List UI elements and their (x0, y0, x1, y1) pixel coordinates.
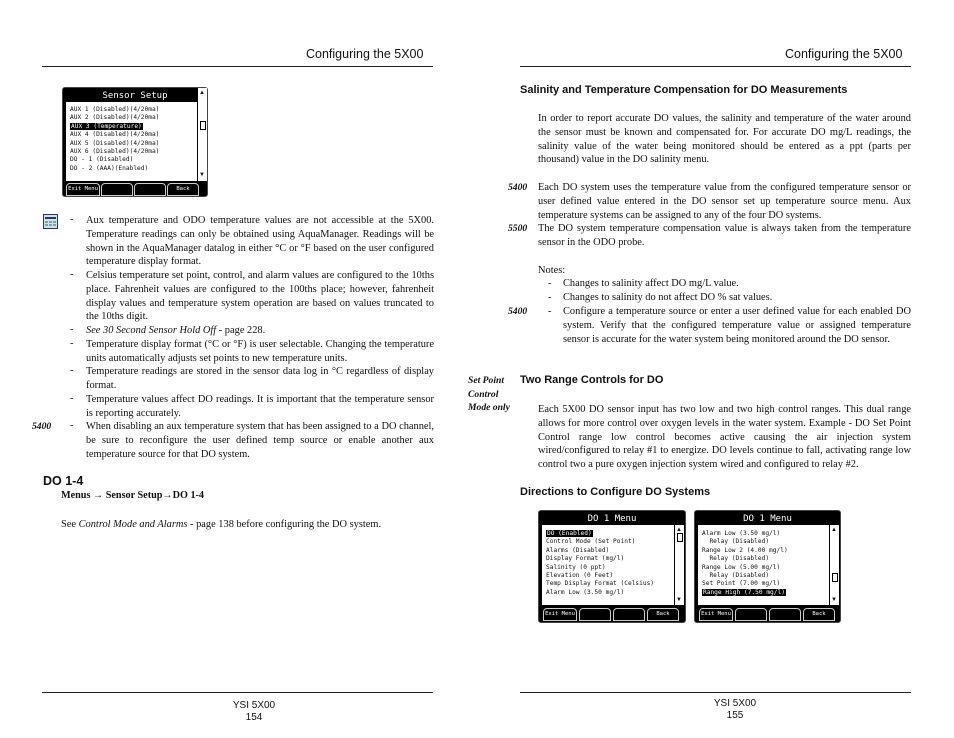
softkey-3[interactable] (613, 608, 645, 621)
do1-menu-screen-2 (694, 510, 841, 623)
bullet-dash: - (70, 214, 74, 225)
softkey-2[interactable] (735, 608, 767, 621)
note-dash: - (548, 292, 552, 303)
salinity-paragraph: In order to report accurate DO values, the salinity and temperature of the water around the sensor must be known and compensated for. For accurate DO mg/L readings, the salinity value of the water being monitored should be entered as a ppt (parts per thousand) value in the DO salinity menu. (538, 113, 911, 166)
footer-page-number: 154 (245, 712, 263, 723)
menu-item-label: Alarm Low (3.50 mg/l) (702, 530, 781, 537)
menu-item-label: Temp Display Format (Celsius) (546, 580, 655, 588)
bullet-7: When disabling an aux temperature system that has been assigned to a DO channel, be sure to reconfigure the user defined temp source or enable another aux temperature source for that DO system. (86, 421, 434, 460)
menu-item[interactable] (698, 572, 829, 580)
scrollbar[interactable] (829, 525, 839, 605)
bullet-2: Celsius temperature set point, control, and alarm values are configured to the 10ths place. Fahrenheit values are configured to the 100ths place; however, fahrenheit display values and temperature system operation are based on values truncated to the 10ths digit. (86, 270, 434, 323)
menu-item[interactable] (542, 580, 674, 588)
hold-off-page: - page 228. (216, 325, 266, 336)
notes-label: Notes: (538, 265, 566, 276)
footer-page-number: 155 (726, 710, 744, 721)
note-3: Configure a temperature source or enter a user defined value for each enabled DO system. Verify that the configured temperature value or assigned temperature sensor is accurate for the water system being monitored around the DO sensor. (563, 306, 911, 345)
scroll-thumb[interactable] (677, 533, 683, 542)
footer-model: YSI 5X00 (713, 698, 757, 709)
menu-item[interactable] (698, 530, 829, 538)
note-2: Changes to salinity do not affect DO % sat values. (563, 292, 773, 303)
menu-item-label: AUX 6 (Disabled)(4/20ma) (70, 148, 160, 156)
menu-item-label: Set Point (7.00 mg/l) (702, 580, 781, 588)
scrollbar[interactable] (674, 525, 684, 605)
aquamanager-note-icon (43, 214, 58, 229)
menu-item[interactable] (66, 114, 197, 122)
bullet-1: Aux temperature and ODO temperature values are not accessible at the 5X00. Temperature readings can only be obtained using AquaManager. Readings will be shown in the AquaManager datalog in either °C or °F based on the user configured temperature display format. (86, 215, 434, 268)
menu-item[interactable] (66, 148, 197, 156)
scroll-up-arrow-icon[interactable]: ▲ (676, 527, 682, 533)
menu-item-label: Range Low (5.00 mg/l) (702, 563, 781, 571)
screen-list (542, 525, 674, 605)
softkey-3[interactable] (134, 183, 166, 196)
menu-item[interactable] (542, 538, 674, 546)
note-1: Changes to salinity affect DO mg/L value. (563, 278, 739, 289)
menu-item-label: Salinity (0 ppt) (546, 563, 606, 571)
softkey-3[interactable] (769, 608, 801, 621)
scroll-down-arrow-icon[interactable]: ▼ (676, 597, 682, 603)
menu-item-label: Relay (Disabled) (702, 538, 770, 546)
margin-note-5400: 5400 (508, 182, 528, 193)
screen-title: DO 1 Menu (587, 514, 637, 524)
menu-item-label: DO - 1 (Disabled) (70, 156, 134, 164)
left-header-rule (42, 66, 433, 67)
screen-list (698, 525, 829, 605)
menu-item[interactable] (66, 106, 197, 114)
scroll-down-arrow-icon[interactable]: ▼ (199, 172, 205, 178)
menu-item-label: AUX 2 (Disabled)(4/20ma) (70, 114, 160, 122)
menu-item-label: AUX 3 (Temperature) (71, 122, 142, 130)
menu-item-label: Alarms (Disabled) (546, 546, 610, 554)
do-heading: DO 1-4 (43, 474, 84, 488)
sensor-setup-screen (62, 87, 208, 197)
exit-menu-softkey[interactable]: Exit Menu (66, 183, 100, 196)
footer-model: YSI 5X00 (232, 700, 276, 711)
bullet-dash: - (70, 420, 74, 431)
menu-item-label: AUX 1 (Disabled)(4/20ma) (70, 106, 160, 113)
screen-title: DO 1 Menu (743, 514, 792, 524)
scroll-thumb[interactable] (200, 121, 206, 130)
right-footer-rule (520, 692, 911, 693)
back-softkey[interactable]: Back (647, 608, 679, 621)
scroll-thumb[interactable] (832, 573, 838, 582)
menu-item-label: AUX 4 (Disabled)(4/20ma) (70, 131, 160, 139)
menu-item-label: Alarm Low (3.50 mg/l) (546, 588, 625, 596)
control-mode-ref[interactable]: Control Mode and Alarms (78, 519, 188, 530)
menu-item[interactable] (698, 589, 829, 597)
bullet-5: Temperature readings are stored in the sensor data log in °C regardless of display format. (86, 366, 434, 391)
menu-item-label: AUX 5 (Disabled)(4/20ma) (70, 139, 160, 147)
menu-item-label: DO - 2 (AAA)(Enabled) (70, 164, 149, 172)
right-page-header: Configuring the 5X00 (785, 47, 903, 61)
bullet-dash: - (70, 338, 74, 349)
bullet-4: Temperature display format (°C or °F) is user selectable. Changing the temperature units automatically adjusts set points to new temperature units. (86, 339, 434, 364)
bullet-dash: - (70, 324, 74, 335)
menu-item-label: Display Format (mg/l) (546, 555, 625, 563)
screen-title: Sensor Setup (102, 91, 168, 101)
directions-heading: Directions to Configure DO Systems (520, 486, 711, 498)
bullet-3 (86, 324, 434, 338)
scroll-up-arrow-icon[interactable]: ▲ (199, 90, 205, 96)
menu-item[interactable] (66, 165, 197, 173)
back-softkey[interactable]: Back (167, 183, 199, 196)
side-note-set-point: Set Point Control Mode only (468, 375, 510, 413)
bullet-dash: - (70, 365, 74, 376)
back-softkey[interactable]: Back (803, 608, 835, 621)
menu-item[interactable] (542, 547, 674, 555)
salinity-heading: Salinity and Temperature Compensation for DO Measurements (520, 84, 848, 96)
menu-item[interactable] (66, 123, 197, 131)
menu-item-label: Range Low 2 (4.00 mg/l) (702, 546, 788, 554)
do1-menu-screen-1 (538, 510, 686, 623)
left-footer (214, 700, 294, 724)
menu-item[interactable] (698, 555, 829, 563)
menu-item[interactable] (698, 547, 829, 555)
bullet-dash: - (70, 269, 74, 280)
left-footer-rule (42, 692, 433, 693)
menu-item[interactable] (542, 589, 674, 597)
menu-item-label: Control Mode (Set Point) (546, 538, 636, 546)
softkey-2[interactable] (101, 183, 133, 196)
scrollbar[interactable] (197, 88, 207, 181)
menu-item-label: Range High (7.50 mg/l) (703, 588, 785, 596)
menu-item[interactable] (66, 140, 197, 148)
right-footer (695, 698, 775, 722)
left-page-header: Configuring the 5X00 (306, 47, 424, 61)
menu-item[interactable] (542, 530, 674, 538)
menu-item[interactable] (542, 572, 674, 580)
menu-item[interactable] (698, 580, 829, 588)
menu-item[interactable] (698, 538, 829, 546)
screen-list (66, 102, 197, 181)
menu-path: Menus → Sensor Setup→DO 1-4 (61, 490, 205, 501)
menu-item-label: Relay (Disabled) (702, 572, 770, 580)
margin-note-5400: 5400 (32, 421, 52, 432)
scroll-down-arrow-icon[interactable]: ▼ (831, 597, 837, 603)
menu-item[interactable] (542, 564, 674, 572)
menu-item[interactable] (698, 564, 829, 572)
menu-item[interactable] (66, 131, 197, 139)
bullet-dash: - (70, 393, 74, 404)
exit-menu-softkey[interactable]: Exit Menu (543, 608, 577, 621)
margin-note-5500: 5500 (508, 223, 528, 234)
note-dash: - (548, 306, 552, 317)
right-header-rule (520, 66, 911, 67)
menu-item-label: Elevation (0 Feet) (546, 572, 614, 580)
menu-item-label: DO (Enabled) (547, 530, 592, 537)
two-range-paragraph: Each 5X00 DO sensor input has two low and two high control ranges. This dual range allows for more control over oxygen levels in the water system. Example - DO Set Point Control range low control becomes active causing the air injection system wired/configured to relay #1 to energize. DO levels continue to fall, activating range low control two a pure oxygen injection system wired and configured to relay #2. (538, 404, 911, 471)
exit-menu-softkey[interactable]: Exit Menu (699, 608, 733, 621)
two-range-heading: Two Range Controls for DO (520, 374, 664, 386)
note-dash: - (548, 278, 552, 289)
menu-item-label: Relay (Disabled) (702, 555, 770, 563)
softkey-2[interactable] (579, 608, 611, 621)
menu-item[interactable] (66, 156, 197, 164)
hold-off-ref[interactable]: See 30 Second Sensor Hold Off (86, 325, 217, 336)
menu-item[interactable] (542, 555, 674, 563)
margin-note-5400: 5400 (508, 306, 528, 317)
see-control-mode: See Control Mode and Alarms - page 138 before configuring the DO system. (61, 519, 382, 530)
odo-temp-paragraph: The DO system temperature compensation value is always taken from the temperature sensor in the ODO probe. (538, 223, 911, 248)
scroll-up-arrow-icon[interactable]: ▲ (831, 527, 837, 533)
temp-source-paragraph: Each DO system uses the temperature value from the configured temperature sensor or user defined value entered in the DO sensor set up temperature source menu. Aux temperature systems can be assigned to any of the four DO systems. (538, 182, 911, 221)
bullet-6: Temperature values affect DO readings. It is important that the temperature sensor is reporting accurately. (86, 394, 434, 419)
